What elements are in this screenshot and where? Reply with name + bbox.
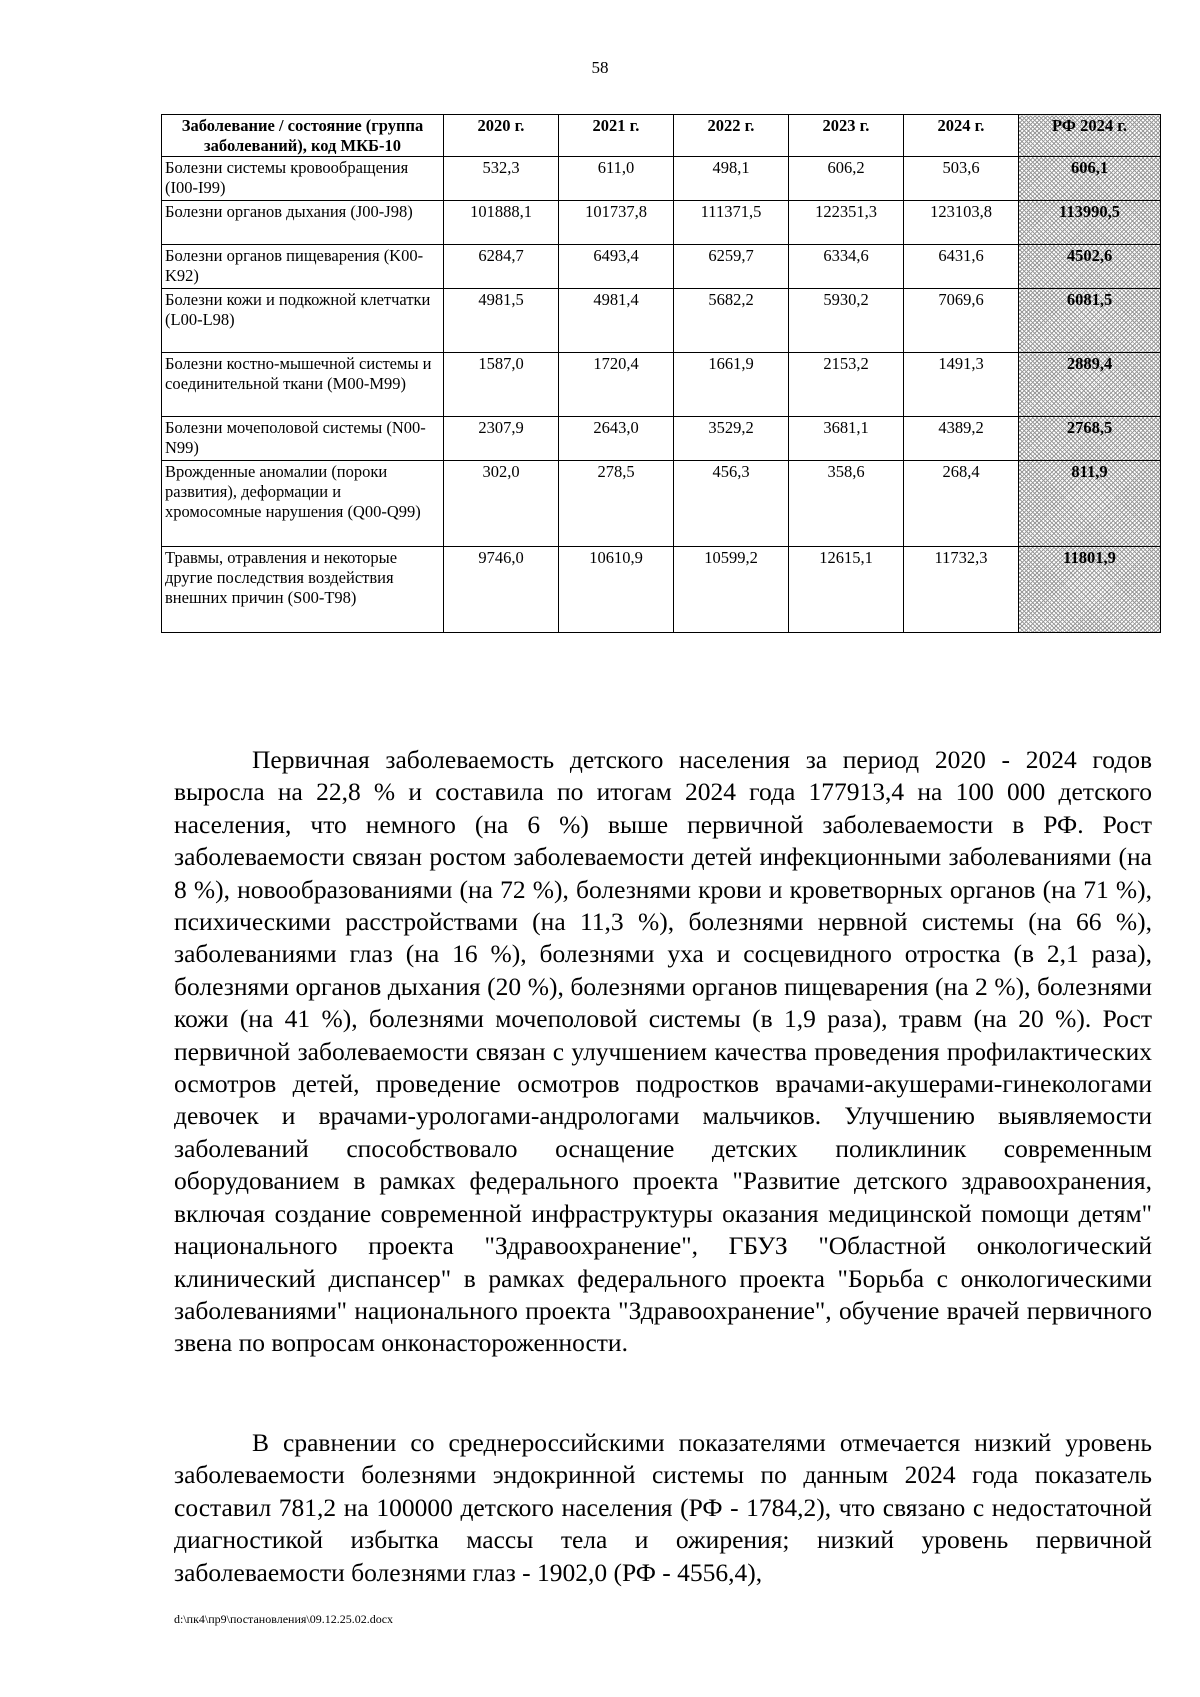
disease-name-cell: Болезни системы кровообращения (I00-I99) bbox=[162, 157, 444, 201]
value-2023-cell: 122351,3 bbox=[789, 201, 904, 245]
value-rf-2024-cell: 606,1 bbox=[1019, 157, 1161, 201]
value-2021-cell: 4981,4 bbox=[559, 289, 674, 353]
value-rf-2024-cell: 11801,9 bbox=[1019, 547, 1161, 633]
header-2022: 2022 г. bbox=[674, 115, 789, 157]
value-2023-cell: 6334,6 bbox=[789, 245, 904, 289]
value-2023-cell: 2153,2 bbox=[789, 353, 904, 417]
value-2020-cell: 532,3 bbox=[444, 157, 559, 201]
value-2021-cell: 10610,9 bbox=[559, 547, 674, 633]
value-rf-2024-cell: 2889,4 bbox=[1019, 353, 1161, 417]
value-2024-cell: 1491,3 bbox=[904, 353, 1019, 417]
value-2024-cell: 11732,3 bbox=[904, 547, 1019, 633]
value-2023-cell: 358,6 bbox=[789, 461, 904, 547]
value-2024-cell: 7069,6 bbox=[904, 289, 1019, 353]
value-2020-cell: 302,0 bbox=[444, 461, 559, 547]
value-2022-cell: 498,1 bbox=[674, 157, 789, 201]
value-2024-cell: 268,4 bbox=[904, 461, 1019, 547]
file-path-footer: d:\пк4\пр9\постановления\09.12.25.02.docx bbox=[174, 1612, 394, 1626]
table-row bbox=[162, 417, 1161, 461]
value-2022-cell: 111371,5 bbox=[674, 201, 789, 245]
value-2020-cell: 101888,1 bbox=[444, 201, 559, 245]
value-rf-2024-cell: 811,9 bbox=[1019, 461, 1161, 547]
value-2020-cell: 9746,0 bbox=[444, 547, 559, 633]
table-row bbox=[162, 353, 1161, 417]
value-2022-cell: 6259,7 bbox=[674, 245, 789, 289]
morbidity-table bbox=[161, 114, 1161, 633]
table-row bbox=[162, 245, 1161, 289]
value-2024-cell: 123103,8 bbox=[904, 201, 1019, 245]
header-2020: 2020 г. bbox=[444, 115, 559, 157]
value-2020-cell: 1587,0 bbox=[444, 353, 559, 417]
table-row bbox=[162, 157, 1161, 201]
header-2021: 2021 г. bbox=[559, 115, 674, 157]
value-2023-cell: 12615,1 bbox=[789, 547, 904, 633]
disease-name-cell: Болезни органов дыхания (J00-J98) bbox=[162, 201, 444, 245]
value-2022-cell: 10599,2 bbox=[674, 547, 789, 633]
page-number: 58 bbox=[591, 58, 609, 77]
paragraph-comparison bbox=[174, 1427, 1152, 1589]
value-rf-2024-cell: 4502,6 bbox=[1019, 245, 1161, 289]
value-2020-cell: 4981,5 bbox=[444, 289, 559, 353]
value-2023-cell: 3681,1 bbox=[789, 417, 904, 461]
value-rf-2024-cell: 2768,5 bbox=[1019, 417, 1161, 461]
table-row bbox=[162, 201, 1161, 245]
header-2023: 2023 г. bbox=[789, 115, 904, 157]
disease-name-cell: Врожденные аномалии (пороки развития), деформации и хромосомные нарушения (Q00-Q99) bbox=[162, 461, 444, 547]
paragraph-2-text: В сравнении со среднероссийскими показателями отмечается низкий уровень заболеваемости болезнями эндокринной системы по данным 2024 года показатель составил 781,2 на 100000 детского населения (РФ - 1784,2), что связано с недостаточной диагностикой избытка массы тела и ожирения; низкий уровень первичной заболеваемости болезнями глаз - 1902,0 (РФ - 4556,4), bbox=[174, 1428, 1152, 1587]
value-2021-cell: 1720,4 bbox=[559, 353, 674, 417]
value-2021-cell: 101737,8 bbox=[559, 201, 674, 245]
table-header-row bbox=[162, 115, 1161, 157]
value-2023-cell: 606,2 bbox=[789, 157, 904, 201]
value-2021-cell: 611,0 bbox=[559, 157, 674, 201]
value-2021-cell: 6493,4 bbox=[559, 245, 674, 289]
value-2022-cell: 3529,2 bbox=[674, 417, 789, 461]
value-2024-cell: 4389,2 bbox=[904, 417, 1019, 461]
value-2024-cell: 503,6 bbox=[904, 157, 1019, 201]
paragraph-1-text: Первичная заболеваемость детского населения за период 2020 - 2024 годов выросла на 22,8 % и составила по итогам 2024 года 177913,4 на 100 000 детского населения, что немного (на 6 %) выше первичной заболеваемости в РФ. Рост заболеваемости связан ростом заболеваемости детей инфекционными заболеваниями (на 8 %), новообразованиями (на 72 %), болезнями крови и кроветворных органов (на 71 %), психическими расстройствами (на 11,3 %), болезнями нервной системы (на 66 %), заболеваниями глаз (на 16 %), болезнями уха и сосцевидного отростка (в 2,1 раза), болезнями органов дыхания (20 %), болезнями органов пищеварения (на 2 %), болезнями кожи (на 41 %), болезнями мочеполовой системы (в 1,9 раза), травм (на 20 %). Рост первичной заболеваемости связан с улучшением качества проведения профилактических осмотров детей, проведение осмотров подростков врачами-акушерами-гинекологами девочек и врачами-урологами-андрологами мальчиков. Улучшению выявляемости заболеваний способствовало оснащение детских поликлиник современным оборудованием в рамках федерального проекта "Развитие детского здравоохранения, включая создание современной инфраструктуры оказания медицинской помощи детям" национального проекта "Здравоохранение", ГБУЗ "Областной онкологический клинический диспансер" в рамках федерального проекта "Борьба с онкологическими заболеваниями" национального проекта "Здравоохранение", обучение врачей первичного звена по вопросам онконастороженности. bbox=[174, 745, 1152, 1358]
value-rf-2024-cell: 113990,5 bbox=[1019, 201, 1161, 245]
value-2021-cell: 278,5 bbox=[559, 461, 674, 547]
value-2022-cell: 1661,9 bbox=[674, 353, 789, 417]
value-2020-cell: 2307,9 bbox=[444, 417, 559, 461]
disease-name-cell: Болезни костно-мышечной системы и соединительной ткани (M00-M99) bbox=[162, 353, 444, 417]
value-2021-cell: 2643,0 bbox=[559, 417, 674, 461]
value-rf-2024-cell: 6081,5 bbox=[1019, 289, 1161, 353]
value-2023-cell: 5930,2 bbox=[789, 289, 904, 353]
table-row bbox=[162, 547, 1161, 633]
table-row bbox=[162, 289, 1161, 353]
paragraph-primary-morbidity bbox=[174, 744, 1152, 1360]
disease-name-cell: Болезни органов пищеварения (K00-K92) bbox=[162, 245, 444, 289]
table-row bbox=[162, 461, 1161, 547]
disease-name-cell: Травмы, отравления и некоторые другие последствия воздействия внешних причин (S00-T98) bbox=[162, 547, 444, 633]
disease-name-cell: Болезни кожи и подкожной клетчатки (L00-L98) bbox=[162, 289, 444, 353]
value-2020-cell: 6284,7 bbox=[444, 245, 559, 289]
value-2024-cell: 6431,6 bbox=[904, 245, 1019, 289]
header-disease: Заболевание / состояние (группа заболеваний), код МКБ-10 bbox=[162, 115, 444, 157]
value-2022-cell: 5682,2 bbox=[674, 289, 789, 353]
header-rf-2024: РФ 2024 г. bbox=[1019, 115, 1161, 157]
header-2024: 2024 г. bbox=[904, 115, 1019, 157]
value-2022-cell: 456,3 bbox=[674, 461, 789, 547]
disease-name-cell: Болезни мочеполовой системы (N00-N99) bbox=[162, 417, 444, 461]
